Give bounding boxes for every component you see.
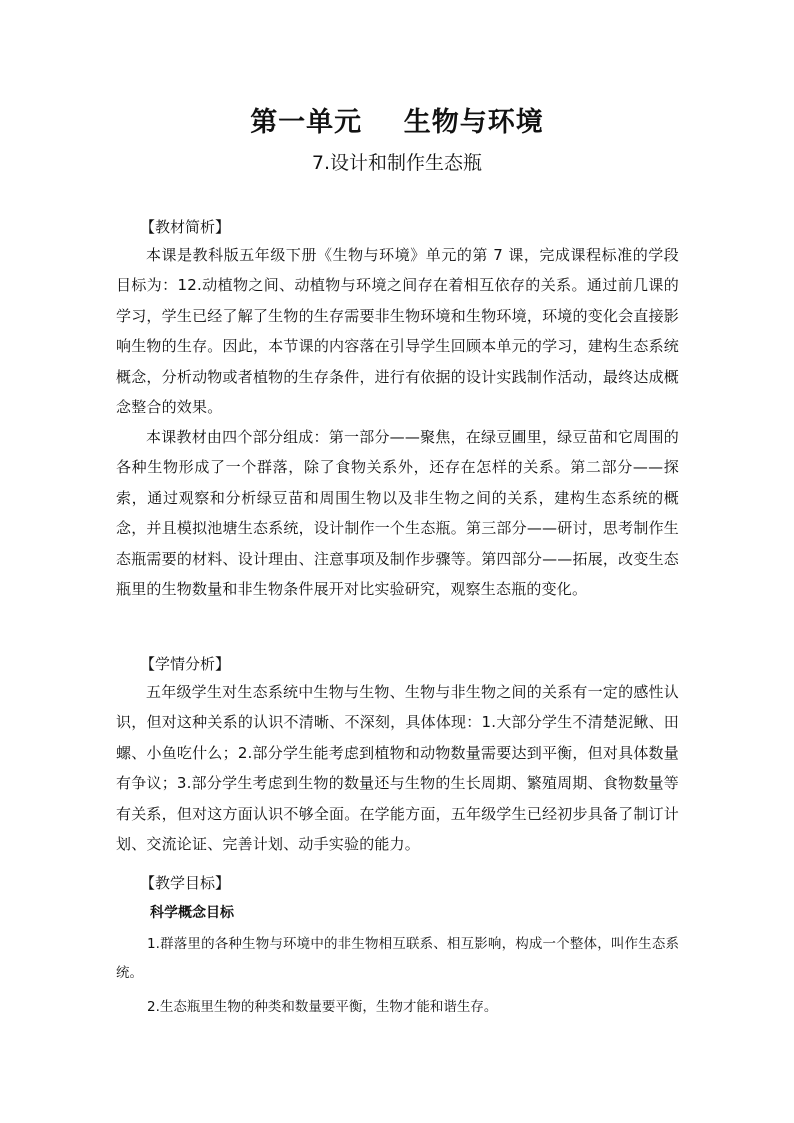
- section-heading-student-analysis: 【学情分析】: [140, 655, 231, 673]
- page-title: 第一单元 生物与环境: [250, 107, 544, 138]
- paragraph-student-analysis-1: 五年级学生对生态系统中生物与生物、生物与非生物之间的关系有一定的感性认识，但对这种关系的认识不清晰、不深刻，具体体现：1.大部分学生不清楚泥鳅、田螺、小鱼吃什么；2.部分学生能考虑到植物和动物数量需要达到平衡，但对具体数量有争议；3.部分学生考虑到生物的数量还与生物的生长周期、繁殖周期、食物数量等有关系，但对这方面认识不够全面。在学能方面，五年级学生已经初步具备了制订计划、交流论证、完善计划、动手实验的能力。: [116, 683, 679, 854]
- subheading-science-concept-goals: 科学概念目标: [150, 905, 234, 921]
- goal-item-2: 2.生态瓶里生物的种类和数量要平衡，生物才能和谐生存。: [147, 999, 498, 1015]
- goal-item-1: 1.群落里的各种生物与环境中的非生物相互联系、相互影响，构成一个整体，叫作生态系统。: [116, 936, 679, 981]
- lesson-subtitle: 7.设计和制作生态瓶: [311, 152, 483, 174]
- section-heading-teaching-goals: 【教学目标】: [140, 874, 231, 892]
- paragraph-textbook-analysis-1: 本课是教科版五年级下册《生物与环境》单元的第 7 课，完成课程标准的学段目标为：12.动植物之间、动植物与环境之间存在着相互依存的关系。通过前几课的学习，学生已经了解了生物的生存需要非生物环境和生物环境，环境的变化会直接影响生物的生存。因此，本节课的内容落在引导学生回顾本单元的学习，建构生态系统概念，分析动物或者植物的生存条件，进行有依据的设计实践制作活动，最终达成概念整合的效果。: [116, 246, 679, 417]
- paragraph-textbook-analysis-2: 本课教材由四个部分组成：第一部分——聚焦，在绿豆圃里，绿豆苗和它周围的各种生物形成了一个群落，除了食物关系外，还存在怎样的关系。第二部分——探索，通过观察和分析绿豆苗和周围生物以及非生物之间的关系，建构生态系统的概念，并且模拟池塘生态系统，设计制作一个生态瓶。第三部分——研讨，思考制作生态瓶需要的材料、设计理由、注意事项及制作步骤等。第四部分——拓展，改变生态瓶里的生物数量和非生物条件展开对比实验研究，观察生态瓶的变化。: [116, 428, 679, 599]
- section-heading-textbook-analysis: 【教材简析】: [140, 218, 231, 236]
